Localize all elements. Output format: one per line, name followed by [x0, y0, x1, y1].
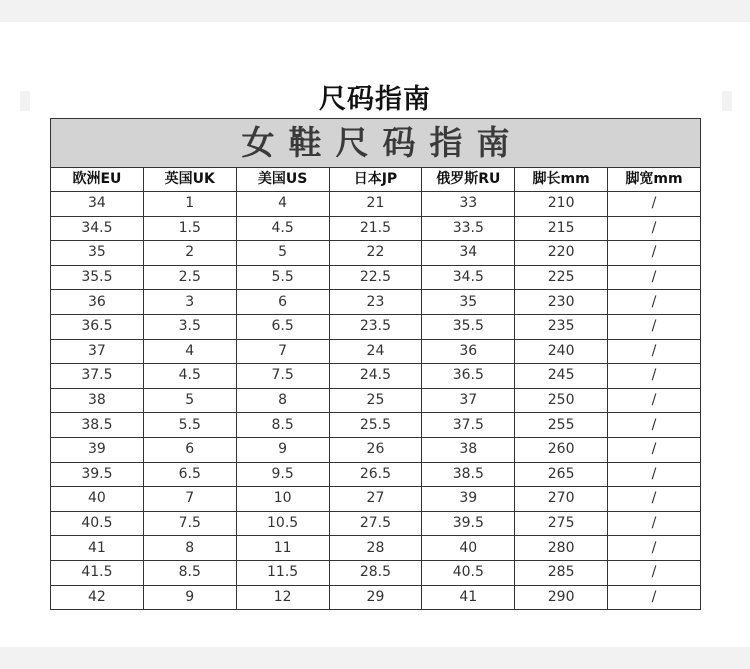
- cell-foot-length: 290: [515, 585, 608, 610]
- cell-foot-length: 240: [515, 339, 608, 364]
- cell-us: 5.5: [236, 265, 329, 290]
- bottom-band: [0, 647, 750, 669]
- top-band: [0, 0, 750, 22]
- cell-foot-length: 255: [515, 413, 608, 438]
- table-row: [51, 462, 701, 487]
- cell-foot-width: /: [608, 487, 701, 512]
- cell-foot-length: 275: [515, 511, 608, 536]
- cell-us: 11.5: [236, 560, 329, 585]
- size-chart-table: [50, 118, 701, 610]
- table-row: [51, 413, 701, 438]
- cell-jp: 23.5: [329, 314, 422, 339]
- header-ru: 俄罗斯RU: [422, 168, 515, 192]
- cell-uk: 3.5: [143, 314, 236, 339]
- cell-eu: 34.5: [51, 216, 144, 241]
- cell-jp: 27.5: [329, 511, 422, 536]
- cell-foot-width: /: [608, 536, 701, 561]
- cell-uk: 7: [143, 487, 236, 512]
- cell-foot-length: 280: [515, 536, 608, 561]
- cell-jp: 25.5: [329, 413, 422, 438]
- cell-ru: 36: [422, 339, 515, 364]
- table-row: [51, 487, 701, 512]
- cell-foot-width: /: [608, 339, 701, 364]
- cell-jp: 27: [329, 487, 422, 512]
- cell-uk: 5: [143, 388, 236, 413]
- cell-us: 10.5: [236, 511, 329, 536]
- table-row: [51, 585, 701, 610]
- cell-foot-width: /: [608, 364, 701, 389]
- cell-foot-width: /: [608, 511, 701, 536]
- cell-us: 4: [236, 192, 329, 217]
- cell-us: 10: [236, 487, 329, 512]
- cell-jp: 28: [329, 536, 422, 561]
- table-banner: 女鞋尺码指南: [51, 119, 701, 168]
- cell-jp: 24: [329, 339, 422, 364]
- cell-foot-length: 245: [515, 364, 608, 389]
- header-foot-width: 脚宽mm: [608, 168, 701, 192]
- cell-jp: 22.5: [329, 265, 422, 290]
- cell-jp: 29: [329, 585, 422, 610]
- cell-ru: 35: [422, 290, 515, 315]
- cell-eu: 41.5: [51, 560, 144, 585]
- cell-ru: 41: [422, 585, 515, 610]
- cell-ru: 38.5: [422, 462, 515, 487]
- cell-us: 6: [236, 290, 329, 315]
- table-row: [51, 437, 701, 462]
- table-header-row: [51, 168, 701, 192]
- table-row: [51, 364, 701, 389]
- cell-jp: 23: [329, 290, 422, 315]
- cell-jp: 21.5: [329, 216, 422, 241]
- cell-us: 6.5: [236, 314, 329, 339]
- cell-foot-width: /: [608, 265, 701, 290]
- cell-eu: 41: [51, 536, 144, 561]
- cell-uk: 5.5: [143, 413, 236, 438]
- cell-us: 12: [236, 585, 329, 610]
- cell-uk: 8.5: [143, 560, 236, 585]
- table-row: [51, 265, 701, 290]
- cell-eu: 39: [51, 437, 144, 462]
- table-row: [51, 388, 701, 413]
- cell-eu: 37: [51, 339, 144, 364]
- cell-uk: 7.5: [143, 511, 236, 536]
- cell-foot-width: /: [608, 216, 701, 241]
- cell-uk: 6.5: [143, 462, 236, 487]
- cell-us: 8.5: [236, 413, 329, 438]
- cell-uk: 8: [143, 536, 236, 561]
- cell-us: 11: [236, 536, 329, 561]
- cell-foot-width: /: [608, 388, 701, 413]
- cell-eu: 40: [51, 487, 144, 512]
- cell-us: 7: [236, 339, 329, 364]
- cell-us: 9.5: [236, 462, 329, 487]
- cell-jp: 25: [329, 388, 422, 413]
- cell-ru: 40: [422, 536, 515, 561]
- cell-foot-width: /: [608, 192, 701, 217]
- table-row: [51, 192, 701, 217]
- cell-foot-length: 210: [515, 192, 608, 217]
- cell-eu: 34: [51, 192, 144, 217]
- cell-ru: 38: [422, 437, 515, 462]
- cell-foot-length: 270: [515, 487, 608, 512]
- header-jp: 日本JP: [329, 168, 422, 192]
- cell-foot-width: /: [608, 290, 701, 315]
- table-row: [51, 241, 701, 266]
- cell-uk: 2.5: [143, 265, 236, 290]
- cell-foot-length: 230: [515, 290, 608, 315]
- cell-ru: 39.5: [422, 511, 515, 536]
- cell-ru: 33.5: [422, 216, 515, 241]
- cell-jp: 26.5: [329, 462, 422, 487]
- table-row: [51, 314, 701, 339]
- table-row: [51, 216, 701, 241]
- cell-eu: 36: [51, 290, 144, 315]
- cell-foot-width: /: [608, 437, 701, 462]
- cell-ru: 35.5: [422, 314, 515, 339]
- cell-ru: 36.5: [422, 364, 515, 389]
- cell-foot-length: 235: [515, 314, 608, 339]
- cell-us: 9: [236, 437, 329, 462]
- cell-ru: 37.5: [422, 413, 515, 438]
- cell-jp: 22: [329, 241, 422, 266]
- cell-eu: 39.5: [51, 462, 144, 487]
- cell-foot-length: 225: [515, 265, 608, 290]
- table-row: [51, 560, 701, 585]
- page-title: 尺码指南: [319, 84, 431, 115]
- cell-foot-length: 285: [515, 560, 608, 585]
- cell-ru: 33: [422, 192, 515, 217]
- table-row: [51, 511, 701, 536]
- cell-ru: 34.5: [422, 265, 515, 290]
- cell-foot-length: 265: [515, 462, 608, 487]
- cell-us: 8: [236, 388, 329, 413]
- cell-foot-length: 250: [515, 388, 608, 413]
- cell-foot-width: /: [608, 241, 701, 266]
- cell-foot-width: /: [608, 462, 701, 487]
- cell-foot-length: 220: [515, 241, 608, 266]
- cell-eu: 40.5: [51, 511, 144, 536]
- cell-eu: 35.5: [51, 265, 144, 290]
- cell-jp: 26: [329, 437, 422, 462]
- table-row: [51, 536, 701, 561]
- cell-uk: 3: [143, 290, 236, 315]
- cell-foot-width: /: [608, 560, 701, 585]
- header-eu: 欧洲EU: [51, 168, 144, 192]
- cell-us: 4.5: [236, 216, 329, 241]
- cell-uk: 1: [143, 192, 236, 217]
- cell-foot-width: /: [608, 413, 701, 438]
- table-row: [51, 290, 701, 315]
- cell-foot-length: 260: [515, 437, 608, 462]
- cell-foot-length: 215: [515, 216, 608, 241]
- cell-us: 5: [236, 241, 329, 266]
- cell-uk: 9: [143, 585, 236, 610]
- cell-eu: 38.5: [51, 413, 144, 438]
- header-foot-length: 脚长mm: [515, 168, 608, 192]
- header-uk: 英国UK: [143, 168, 236, 192]
- cell-uk: 4.5: [143, 364, 236, 389]
- cell-us: 7.5: [236, 364, 329, 389]
- cell-eu: 38: [51, 388, 144, 413]
- cell-foot-width: /: [608, 314, 701, 339]
- cell-jp: 21: [329, 192, 422, 217]
- cell-ru: 40.5: [422, 560, 515, 585]
- cell-eu: 36.5: [51, 314, 144, 339]
- table-row: [51, 339, 701, 364]
- cell-ru: 34: [422, 241, 515, 266]
- cell-jp: 24.5: [329, 364, 422, 389]
- cell-uk: 4: [143, 339, 236, 364]
- table-body: [51, 192, 701, 610]
- cell-uk: 2: [143, 241, 236, 266]
- cell-uk: 6: [143, 437, 236, 462]
- cell-eu: 37.5: [51, 364, 144, 389]
- cell-eu: 42: [51, 585, 144, 610]
- cell-ru: 39: [422, 487, 515, 512]
- cell-jp: 28.5: [329, 560, 422, 585]
- cell-uk: 1.5: [143, 216, 236, 241]
- cell-foot-width: /: [608, 585, 701, 610]
- header-us: 美国US: [236, 168, 329, 192]
- cell-ru: 37: [422, 388, 515, 413]
- cell-eu: 35: [51, 241, 144, 266]
